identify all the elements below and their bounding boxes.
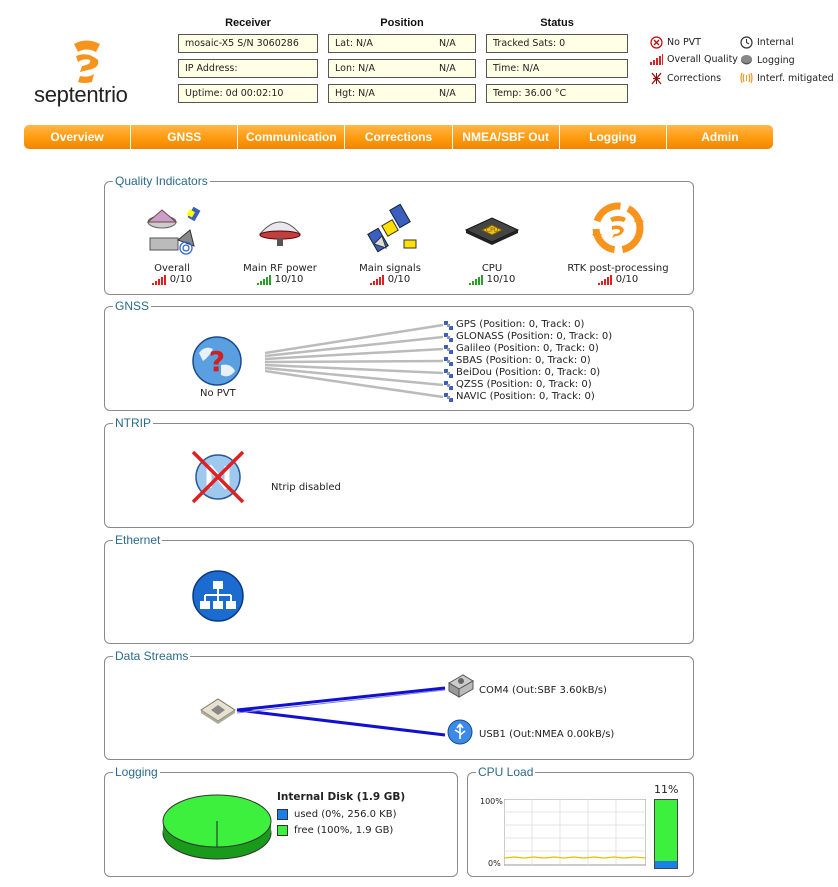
receiver-heading: Receiver (225, 17, 271, 29)
nav-logging[interactable]: Logging (560, 125, 667, 149)
ethernet-network-icon[interactable] (191, 569, 245, 623)
septentrio-logo-icon (70, 38, 104, 84)
quality-item-label: Main RF power (243, 263, 317, 274)
logging-panel (104, 765, 458, 877)
stream-com4[interactable]: COM4 (Out:SBF 3.60kB/s) (479, 685, 607, 696)
receiver-device: mosaic-X5 S/N 3060286 (178, 34, 318, 53)
position-lon: Lon: N/A N/A (328, 59, 476, 78)
satellite-small-icon (443, 392, 454, 403)
legend-free: free (100%, 1.9 GB) (277, 825, 393, 836)
legend-interference: Interf. mitigated (740, 72, 834, 84)
cpu-axis-min: 0% (488, 859, 501, 868)
cpu-load-title: CPU Load (478, 765, 534, 779)
satellite-icon (360, 200, 420, 258)
receiver-module-icon (199, 693, 237, 727)
no-pvt-icon (650, 36, 663, 49)
brand-name: septentrio (34, 82, 128, 107)
quality-indicators-panel (104, 174, 694, 295)
rtk-refresh-icon (588, 200, 648, 258)
stream-usb1[interactable]: USB1 (Out:NMEA 0.00kB/s) (479, 729, 615, 740)
satellite-small-icon (443, 356, 454, 367)
quality-bars-icon (469, 275, 483, 285)
quality-bars-icon (152, 275, 166, 285)
satellite-small-icon (443, 380, 454, 391)
globe-question-icon[interactable] (191, 335, 243, 387)
free-swatch (277, 825, 288, 836)
quality-item-label: RTK post-processing (567, 263, 669, 274)
status-temp: Temp: 36.00 °C (486, 84, 628, 103)
position-heading: Position (380, 17, 424, 29)
cpu-history-chart (504, 799, 646, 867)
quality-item-rtk-post-processing[interactable] (563, 200, 673, 285)
gnss-system-glonass[interactable]: GLONASS (Position: 0, Track: 0) (443, 331, 612, 343)
quality-bars-icon (598, 275, 612, 285)
ntrip-status: Ntrip disabled (271, 482, 341, 493)
interference-icon (740, 72, 753, 84)
status-tracked-sats: Tracked Sats: 0 (486, 34, 628, 53)
position-lat: Lat: N/A N/A (328, 34, 476, 53)
stream-connector-lines (235, 683, 447, 741)
cpu-load-panel (467, 765, 694, 877)
legend-corrections: Corrections (650, 72, 721, 85)
quality-item-label: Overall (154, 263, 190, 274)
gnss-status: No PVT (200, 388, 236, 399)
cpu-axis-max: 100% (480, 797, 503, 806)
data-streams-panel (104, 649, 694, 760)
quality-bars-icon (370, 275, 384, 285)
ntrip-panel (104, 416, 694, 528)
overall-receiver-icon (142, 200, 202, 258)
clock-icon (740, 36, 753, 49)
ntrip-title: NTRIP (115, 416, 151, 430)
quality-item-main-rf-power[interactable] (225, 200, 335, 285)
status-time: Time: N/A (486, 59, 628, 78)
gnss-system-qzss[interactable]: QZSS (Position: 0, Track: 0) (443, 379, 592, 391)
disk-title: Internal Disk (1.9 GB) (277, 791, 406, 803)
cpu-load-bar (654, 799, 678, 869)
quality-indicators-title: Quality Indicators (115, 174, 208, 188)
nav-nmea-sbf-out[interactable]: NMEA/SBF Out (453, 125, 560, 149)
usb-icon[interactable] (447, 719, 473, 745)
gnss-system-sbas[interactable]: SBAS (Position: 0, Track: 0) (443, 355, 591, 367)
quality-item-value: 10/10 (225, 274, 335, 285)
cpu-chip-icon (462, 200, 522, 258)
nav-gnss[interactable]: GNSS (131, 125, 238, 149)
satellite-small-icon (443, 332, 454, 343)
legend-no-pvt: No PVT (650, 36, 701, 49)
used-swatch (277, 809, 288, 820)
nav-overview[interactable]: Overview (24, 125, 131, 149)
quality-item-overall[interactable] (117, 200, 227, 285)
gnss-panel (104, 299, 694, 411)
svg-text:CPU: CPU (485, 227, 499, 234)
nav-admin[interactable]: Admin (701, 130, 739, 144)
corrections-tower-icon (650, 72, 663, 85)
legend-logging: Logging (740, 54, 795, 66)
gnss-connector-lines (265, 315, 445, 407)
quality-item-value: 0/10 (335, 274, 445, 285)
gnss-title: GNSS (115, 299, 150, 313)
quality-item-value: 0/10 (117, 274, 227, 285)
cpu-load-bar-fill (655, 861, 677, 868)
quality-item-value: 0/10 (563, 274, 673, 285)
quality-item-label: Main signals (359, 263, 421, 274)
gnss-system-galileo[interactable]: Galileo (Position: 0, Track: 0) (443, 343, 599, 355)
legend-overall-quality: Overall Quality (650, 54, 738, 65)
serial-port-icon[interactable] (445, 673, 475, 701)
quality-item-cpu[interactable] (437, 200, 547, 285)
satellite-small-icon (443, 344, 454, 355)
quality-bars-icon (257, 275, 271, 285)
gnss-system-navic[interactable]: NAVIC (Position: 0, Track: 0) (443, 391, 595, 403)
cpu-load-value: 11% (654, 783, 679, 796)
quality-item-main-signals[interactable] (335, 200, 445, 285)
gnss-system-beidou[interactable]: BeiDou (Position: 0, Track: 0) (443, 367, 600, 379)
disk-usage-pie (161, 791, 273, 863)
quality-item-value: 10/10 (437, 274, 547, 285)
svg-text:?: ? (208, 345, 226, 378)
logging-disk-icon (740, 54, 753, 66)
receiver-uptime: Uptime: 0d 00:02:10 (178, 84, 318, 103)
satellite-small-icon (443, 320, 454, 331)
ethernet-title: Ethernet (115, 533, 161, 547)
logging-title: Logging (115, 765, 158, 779)
receiver-ip: IP Address: (178, 59, 318, 78)
data-streams-title: Data Streams (115, 649, 189, 663)
legend-internal: Internal (740, 36, 794, 49)
quality-bars-icon (650, 54, 663, 65)
quality-item-label: CPU (481, 263, 503, 274)
nav-communication[interactable]: Communication (238, 125, 345, 149)
gnss-system-gps[interactable]: GPS (Position: 0, Track: 0) (443, 319, 584, 331)
position-hgt: Hgt: N/A N/A (328, 84, 476, 103)
legend-used: used (0%, 256.0 KB) (277, 809, 396, 820)
ethernet-panel (104, 533, 694, 644)
main-navigation (24, 125, 773, 149)
antenna-icon (250, 200, 310, 258)
satellite-small-icon (443, 368, 454, 379)
ntrip-disabled-icon[interactable] (189, 448, 247, 506)
nav-corrections[interactable]: Corrections (345, 125, 452, 149)
status-heading: Status (540, 17, 574, 29)
